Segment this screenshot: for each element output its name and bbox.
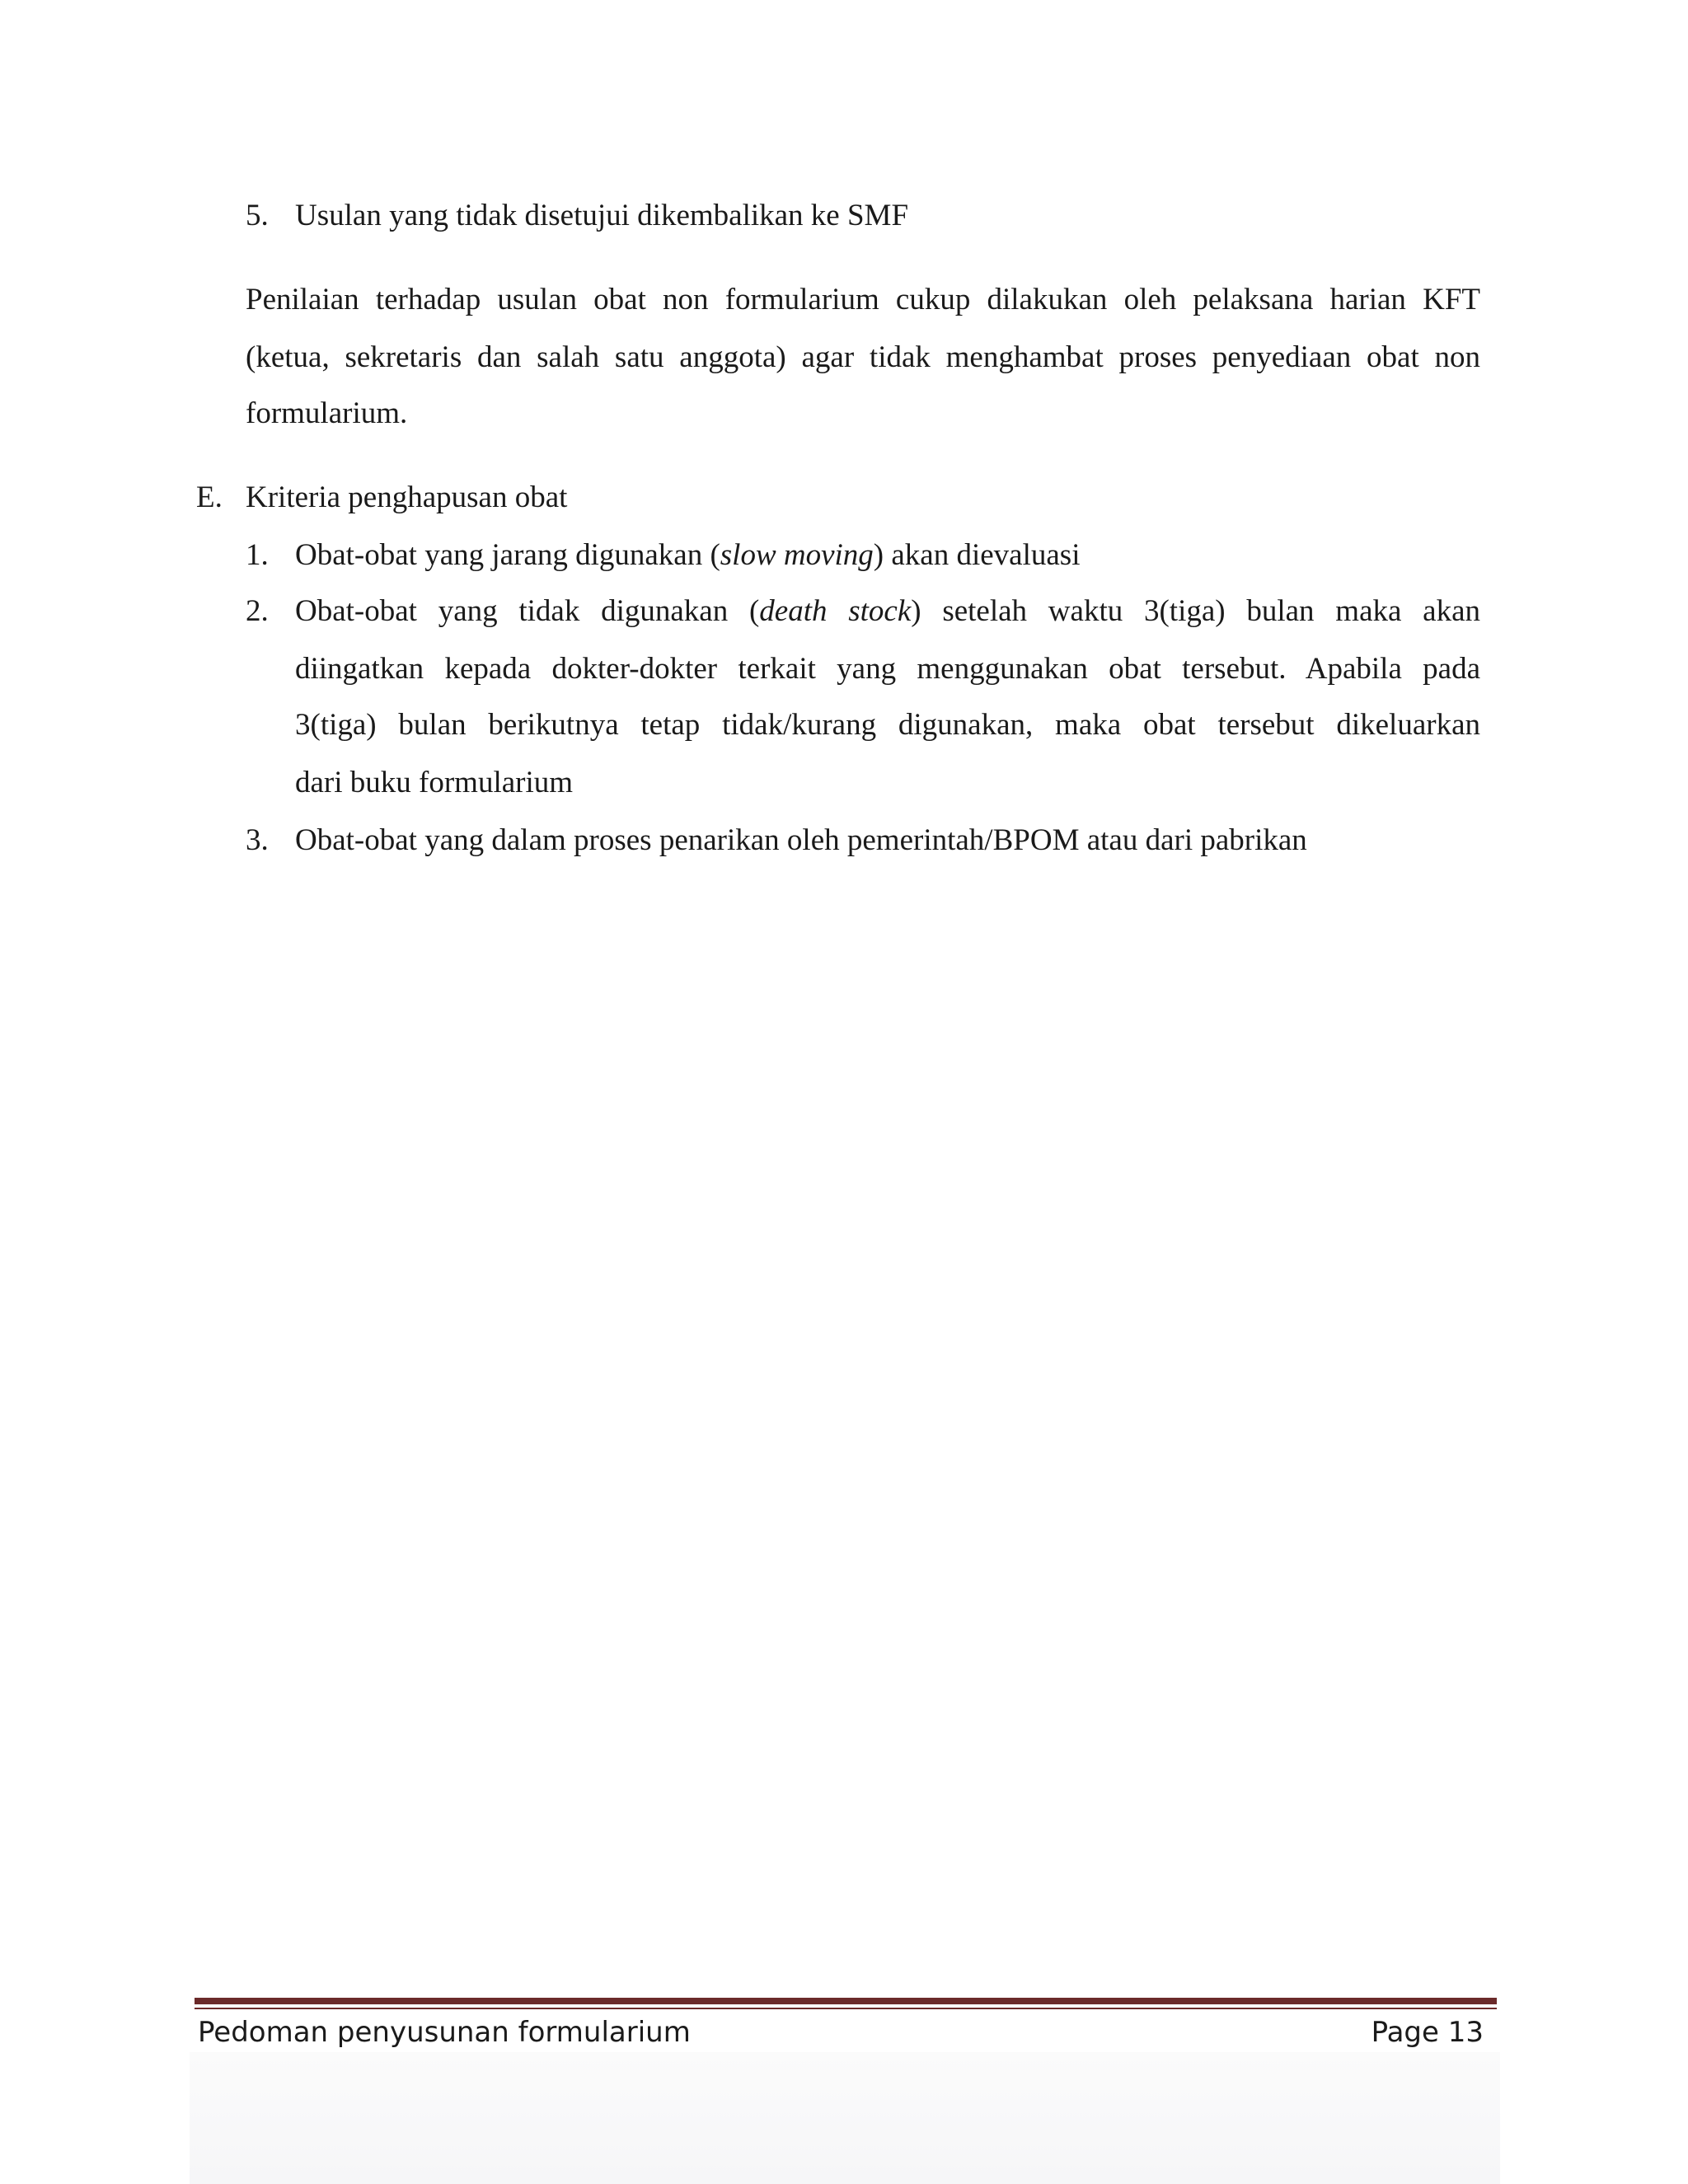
section-letter-e: E. <box>196 480 223 514</box>
list-item-e2-line-2 <box>295 651 1480 687</box>
footer-shade <box>190 2052 1500 2184</box>
e2-line-3-text: 3(tiga) bulan berikutnya tetap tidak/kurang digunakan, maka obat tersebut dikeluarkan <box>295 708 1480 742</box>
e2-line-1-italic: death stock <box>759 594 912 628</box>
paragraph-line-3: formularium. <box>246 396 408 430</box>
list-number-5: 5. <box>246 199 269 232</box>
section-e-title: Kriteria penghapusan obat <box>246 480 568 514</box>
footer-rule-thin <box>195 2008 1497 2009</box>
list-item-e2-line-4: dari buku formularium <box>295 766 574 799</box>
footer-title: Pedoman penyusunan formularium <box>198 2016 691 2049</box>
e1-text-italic: slow moving <box>720 538 874 572</box>
footer-rule-thick <box>195 1998 1497 2004</box>
list-item-e1-text <box>295 537 1080 574</box>
paragraph-line-2 <box>246 340 1480 376</box>
footer-page-number: Page 13 <box>1371 2016 1484 2049</box>
paragraph-line-1-text: Penilaian terhadap usulan obat non formularium cukup dilakukan oleh pelaksana harian KFT <box>246 283 1480 316</box>
paragraph-line-1 <box>246 282 1480 318</box>
e2-line-2-text: diingatkan kepada dokter-dokter terkait yang menggunakan obat tersebut. Apabila pada <box>295 652 1480 686</box>
e1-text-post: ) akan dievaluasi <box>873 538 1081 572</box>
list-item-5-text: Usulan yang tidak disetujui dikembalikan ke SMF <box>295 199 909 232</box>
list-number-e3: 3. <box>246 823 269 857</box>
list-item-e2-line-3 <box>295 707 1480 743</box>
e2-line-1-pre: Obat-obat yang tidak digunakan ( <box>295 594 760 628</box>
paragraph-line-2-text: (ketua, sekretaris dan salah satu anggota) agar tidak menghambat proses penyediaan obat non <box>246 340 1480 374</box>
list-item-e3-text: Obat-obat yang dalam proses penarikan oleh pemerintah/BPOM atau dari pabrikan <box>295 823 1307 857</box>
list-number-e2: 2. <box>246 594 269 628</box>
list-number-e1: 1. <box>246 538 269 572</box>
e2-line-1-post: ) setelah waktu 3(tiga) bulan maka akan <box>911 594 1481 628</box>
list-item-e2-line-1 <box>295 593 1480 630</box>
e1-text-pre: Obat-obat yang jarang digunakan ( <box>295 538 720 572</box>
e2-line-1-wrap <box>295 593 1480 630</box>
